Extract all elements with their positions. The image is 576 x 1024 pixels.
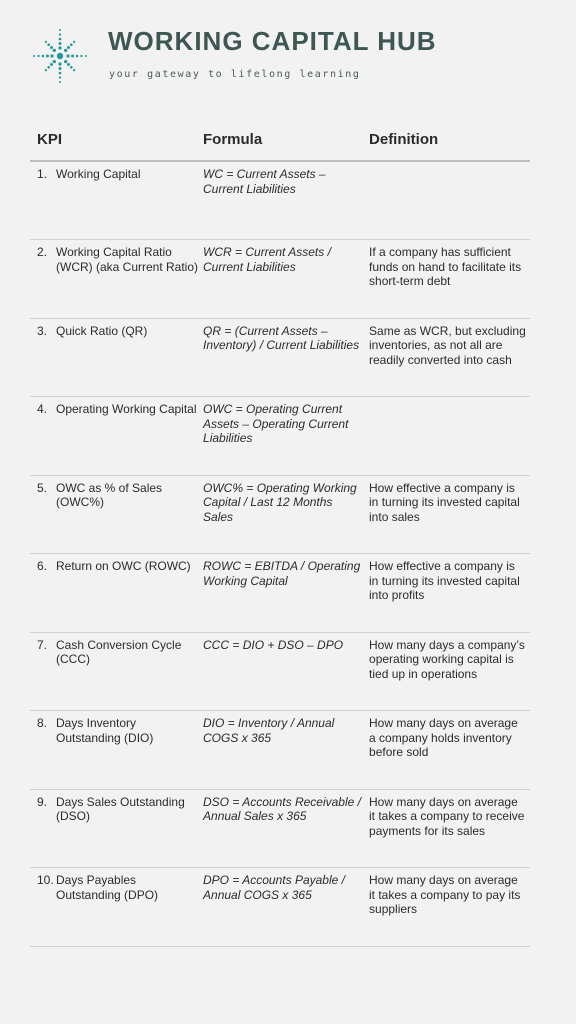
kpi-formula: DPO = Accounts Payable / Annual COGS x 365 [203,868,369,947]
brand-tagline: your gateway to lifelong learning [109,69,361,80]
kpi-definition: How many days on average it takes a company to pay its suppliers [369,868,530,947]
column-header-definition: Definition [369,131,530,161]
kpi-formula: WCR = Current Assets / Current Liabilities [203,240,369,319]
kpi-name: Cash Conversion Cycle (CCC) [56,632,203,711]
kpi-definition: How many days a company’s operating working capital is tied up in operations [369,632,530,711]
table-row [30,318,530,397]
kpi-number: 6. [30,554,56,633]
kpi-number: 4. [30,397,56,476]
kpi-name: OWC as % of Sales (OWC%) [56,475,203,554]
kpi-definition: How effective a company is in turning its invested capital into profits [369,554,530,633]
table-row [30,240,530,319]
kpi-number: 1. [30,161,56,240]
kpi-number: 7. [30,632,56,711]
kpi-definition: How many days on average a company holds inventory before sold [369,711,530,790]
kpi-definition: Same as WCR, but excluding inventories, as not all are readily converted into cash [369,318,530,397]
kpi-definition: How many days on average it takes a company to receive payments for its sales [369,789,530,868]
table-row [30,161,530,240]
table-row [30,789,530,868]
kpi-name: Working Capital [56,161,203,240]
page-header [0,0,576,110]
table-header-row [30,131,530,161]
kpi-name: Quick Ratio (QR) [56,318,203,397]
kpi-formula: WC = Current Assets – Current Liabilities [203,161,369,240]
kpi-number: 9. [30,789,56,868]
kpi-formula: OWC = Operating Current Assets – Operating Current Liabilities [203,397,369,476]
kpi-name: Working Capital Ratio (WCR) (aka Current Ratio) [56,240,203,319]
table-row [30,868,530,947]
kpi-formula: QR = (Current Assets – Inventory) / Current Liabilities [203,318,369,397]
kpi-definition [369,161,530,240]
table-row [30,711,530,790]
table-row [30,397,530,476]
table-row [30,475,530,554]
kpi-formula: DIO = Inventory / Annual COGS x 365 [203,711,369,790]
kpi-number: 5. [30,475,56,554]
kpi-name: Days Payables Outstanding (DPO) [56,868,203,947]
kpi-name: Return on OWC (ROWC) [56,554,203,633]
kpi-name: Operating Working Capital [56,397,203,476]
kpi-definition: If a company has sufficient funds on hand to facilitate its short-term debt [369,240,530,319]
kpi-name: Days Inventory Outstanding (DIO) [56,711,203,790]
kpi-definition [369,397,530,476]
kpi-number: 3. [30,318,56,397]
kpi-number: 8. [30,711,56,790]
column-header-kpi: KPI [30,131,203,161]
brand-title: WORKING CAPITAL HUB [108,26,437,56]
kpi-formula: OWC% = Operating Working Capital / Last 12 Months Sales [203,475,369,554]
kpi-number: 10. [30,868,56,947]
table-row [30,554,530,633]
kpi-formula: CCC = DIO + DSO – DPO [203,632,369,711]
table-row [30,632,530,711]
kpi-number: 2. [30,240,56,319]
kpi-formula: DSO = Accounts Receivable / Annual Sales x 365 [203,789,369,868]
kpi-name: Days Sales Outstanding (DSO) [56,789,203,868]
starburst-logo-icon [30,26,90,86]
kpi-definition: How effective a company is in turning its invested capital into sales [369,475,530,554]
kpi-table [30,131,530,947]
kpi-formula: ROWC = EBITDA / Operating Working Capital [203,554,369,633]
column-header-formula: Formula [203,131,369,161]
